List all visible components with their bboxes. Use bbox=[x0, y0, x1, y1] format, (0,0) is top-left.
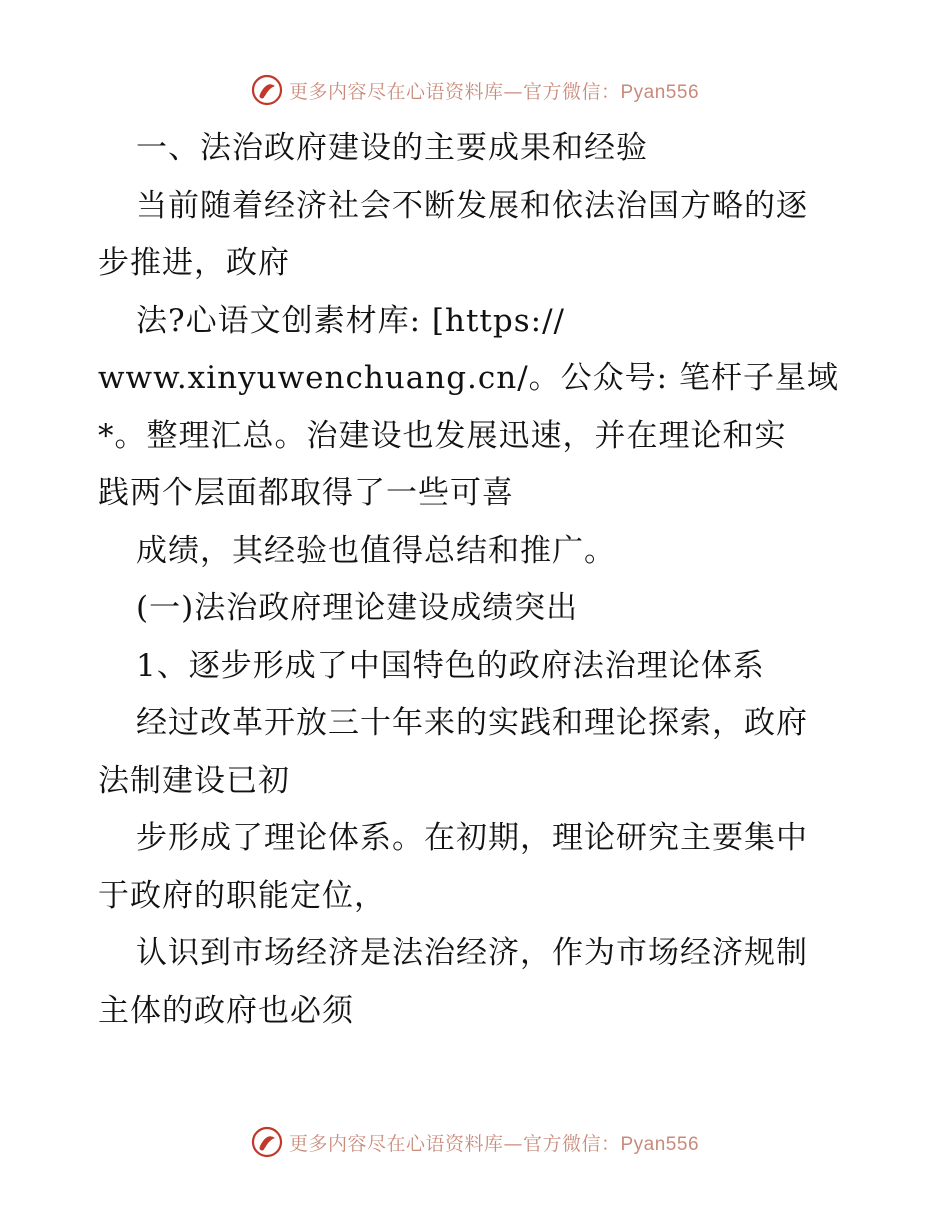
paragraph-line: 法?心语文创素材库: [https:// bbox=[136, 302, 565, 339]
paragraph-line: 主体的政府也必须 bbox=[98, 992, 354, 1029]
footer-watermark bbox=[0, 1122, 950, 1162]
paragraph-line: 当前随着经济社会不断发展和依法治国方略的逐 bbox=[136, 187, 808, 224]
subsection-heading: 1、逐步形成了中国特色的政府法治理论体系 bbox=[136, 647, 765, 684]
watermark-text: 更多内容尽在心语资料库—官方微信：Pyan556 bbox=[288, 1132, 700, 1155]
header-watermark bbox=[0, 70, 950, 110]
section-heading: 一、法治政府建设的主要成果和经验 bbox=[136, 130, 648, 166]
paragraph-line: *。整理汇总。治建设也发展迅速，并在理论和实 bbox=[98, 417, 787, 454]
logo-icon bbox=[251, 1126, 283, 1158]
watermark-text: 更多内容尽在心语资料库—官方微信：Pyan556 bbox=[288, 80, 700, 103]
document-body bbox=[98, 120, 858, 1040]
paragraph-line: 步形成了理论体系。在初期，理论研究主要集中 bbox=[136, 820, 808, 856]
logo-icon bbox=[251, 74, 283, 106]
subsection-heading: (一)法治政府理论建设成绩突出 bbox=[136, 590, 579, 626]
paragraph-line: 践两个层面都取得了一些可喜 bbox=[98, 475, 514, 511]
paragraph-line: www.xinyuwenchuang.cn/。公众号: 笔杆子星域 bbox=[98, 360, 839, 396]
paragraph-line: 步推进，政府 bbox=[98, 245, 290, 281]
paragraph-line: 成绩，其经验也值得总结和推广。 bbox=[136, 532, 616, 569]
paragraph-line: 于政府的职能定位， bbox=[98, 877, 386, 914]
paragraph-line: 经过改革开放三十年来的实践和理论探索，政府 bbox=[136, 705, 808, 741]
paragraph-line: 法制建设已初 bbox=[98, 762, 290, 799]
paragraph-line: 认识到市场经济是法治经济，作为市场经济规制 bbox=[136, 935, 808, 971]
